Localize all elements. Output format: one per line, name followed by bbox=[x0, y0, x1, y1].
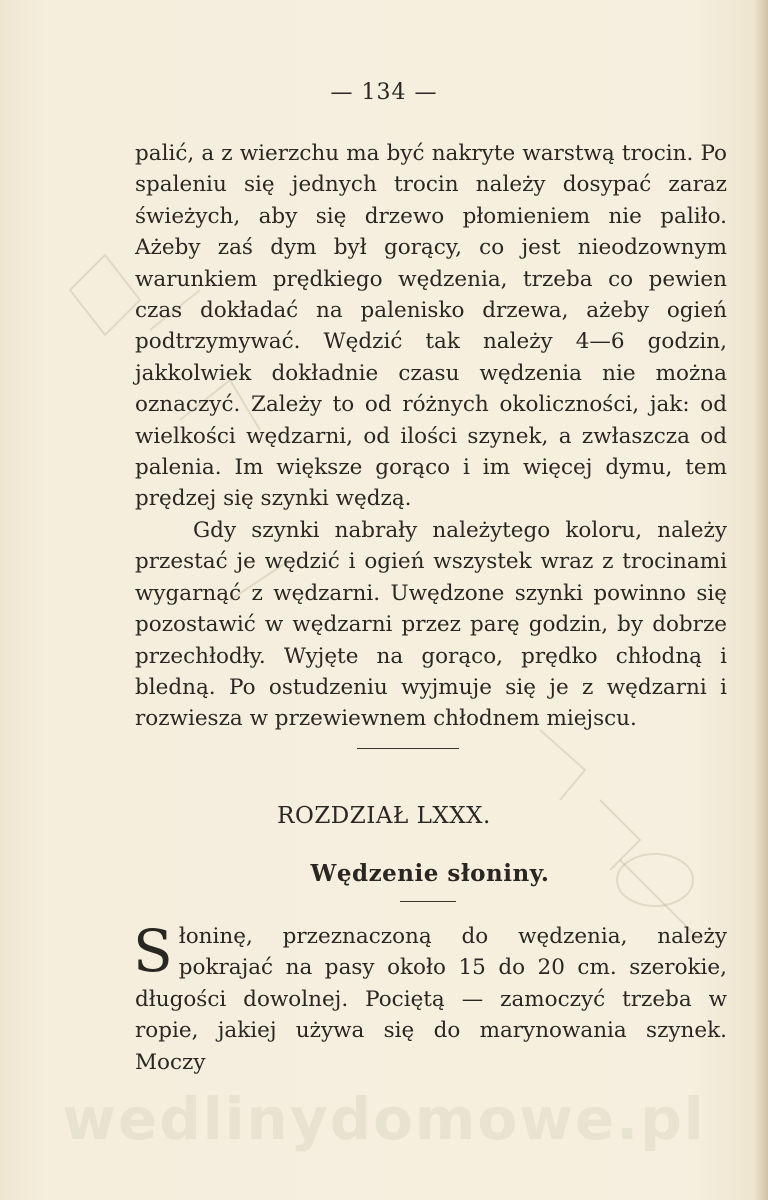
chapter-subtitle: Wędzenie słoniny. bbox=[310, 860, 550, 887]
chapter-heading: ROZDZIAŁ LXXX. bbox=[277, 803, 491, 829]
paragraph bbox=[133, 917, 727, 1078]
chapter-text bbox=[133, 917, 727, 1078]
page-number: — 134 — bbox=[330, 80, 438, 105]
continued-text bbox=[135, 138, 727, 735]
watermark: wedlinydomowe.pl bbox=[62, 1085, 706, 1153]
subtitle-underline bbox=[400, 901, 456, 902]
section-divider bbox=[357, 748, 459, 749]
paragraph: palić, a z wierzchu ma być nakryte warstwą trocin. Po spaleniu się jednych trocin należy dosypać zaraz świeżych, aby się drzewo płomieniem nie paliło. Ażeby zaś dym był gorący, co jest nieodzownym warunkiem prędkiego wędzenia, trzeba co pewien czas dokładać na palenisko drzewa, ażeby ogień podtrzymywać. Wędzić tak należy 4—6 godzin, jakkolwiek dokładnie czasu wędzenia nie można oznaczyć. Zależy to od różnych okoliczności, jak: od wielkości wędzarni, od ilości szynek, a zwłaszcza od palenia. Im większe gorąco i im więcej dymu, tem prędzej się szynki wędzą. bbox=[135, 141, 727, 512]
page-edge-shadow bbox=[754, 0, 768, 1200]
paragraph-text: łoninę, przeznaczoną do wędzenia, należy pokrajać na pasy około 15 do 20 cm. szerokie, długości dowolnej. Pociętą — zamoczyć trzeba w ropie, jakiej używa się do marynowania szynek. Moczy bbox=[135, 924, 727, 1075]
dropcap-letter: S bbox=[133, 917, 173, 985]
paragraph: Gdy szynki nabrały należytego koloru, należy przestać je wędzić i ogień wszystek wraz z trocinami wygarnąć z wędzarni. Uwędzone szynki powinno się pozostawić w wędzarni przez parę godzin, by dobrze przechłodły. Wyjęte na gorąco, prędko chłodną i bledną. Po ostudzeniu wyjmuje się je z wędzarni i rozwiesza w przewiewnem chłodnem miejscu. bbox=[135, 517, 727, 732]
